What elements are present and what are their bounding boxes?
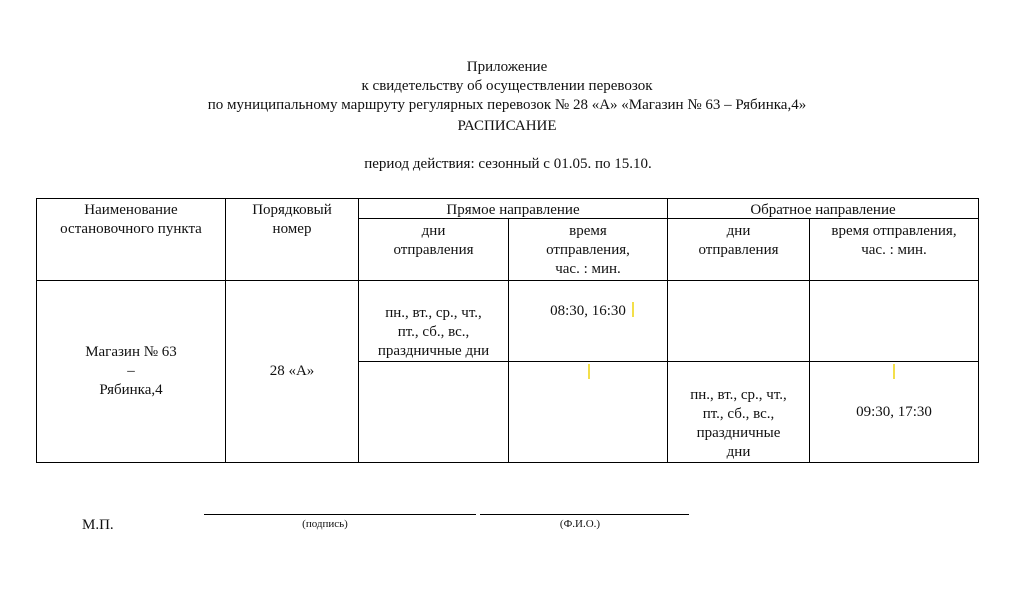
bwd-days-line3: праздничные bbox=[696, 425, 781, 441]
bwd-days-line1: пн., вт., ср., чт., bbox=[690, 387, 787, 403]
fwd-days-line3: праздничные дни bbox=[377, 343, 490, 359]
fwd-days-label-line2: отправления bbox=[393, 242, 474, 258]
order-number-cell: 28 «А» bbox=[269, 363, 315, 379]
bwd-days-label-line2: отправления bbox=[698, 242, 779, 258]
header-stop-line2: остановочного пункта bbox=[60, 221, 202, 237]
header-backward-direction: Обратное направление bbox=[750, 202, 896, 218]
table-border-top bbox=[36, 198, 979, 199]
signature-line bbox=[204, 514, 476, 515]
bwd-time-label-line1: время отправления, bbox=[831, 223, 957, 239]
header-forward-days bbox=[359, 222, 508, 260]
header-stop-name bbox=[37, 201, 225, 239]
stop-name-line2: Рябинка,4 bbox=[99, 382, 163, 398]
row-divider bbox=[358, 361, 979, 362]
header-order-line2: номер bbox=[272, 221, 312, 237]
bwd-days-label-line1: дни bbox=[726, 223, 751, 239]
fio-caption: (Ф.И.О.) bbox=[559, 518, 601, 530]
header-forward-direction: Прямое направление bbox=[446, 202, 580, 218]
backward-times-cell: 09:30, 17:30 bbox=[856, 404, 932, 420]
forward-times-cell: 08:30, 16:30 bbox=[550, 303, 626, 319]
backward-days-cell bbox=[668, 386, 809, 462]
stamp-label: М.П. bbox=[82, 517, 114, 533]
header-order-number bbox=[226, 201, 358, 239]
header-stop-line1: Наименование bbox=[84, 202, 178, 218]
table-border-right bbox=[978, 198, 979, 463]
fwd-time-label-line3: час. : мин. bbox=[555, 261, 621, 277]
bwd-time-label-line2: час. : мин. bbox=[861, 242, 927, 258]
bwd-days-line2: пт., сб., вс., bbox=[702, 406, 775, 422]
validity-period: период действия: сезонный с 01.05. по 15.10. bbox=[364, 156, 652, 172]
schedule-title: РАСПИСАНИЕ bbox=[457, 118, 557, 134]
fio-line bbox=[480, 514, 689, 515]
fwd-days-line1: пн., вт., ср., чт., bbox=[385, 305, 482, 321]
signature-caption: (подпись) bbox=[302, 518, 348, 530]
header-forward-time bbox=[509, 222, 667, 279]
route-subtitle: по муниципальному маршруту регулярных перевозок № 28 «А» «Магазин № 63 – Рябинка,4» bbox=[207, 97, 807, 113]
forward-days-cell bbox=[359, 304, 508, 361]
bwd-days-line4: дни bbox=[726, 444, 751, 460]
stop-name-cell bbox=[37, 343, 225, 400]
text-cursor-marker bbox=[893, 364, 895, 379]
fwd-days-label-line1: дни bbox=[421, 223, 446, 239]
fwd-days-line2: пт., сб., вс., bbox=[397, 324, 470, 340]
stop-name-dash: – bbox=[127, 363, 135, 379]
fwd-time-label-line1: время bbox=[569, 223, 607, 239]
text-cursor-marker bbox=[632, 302, 634, 317]
fwd-time-label-line2: отправления, bbox=[546, 242, 630, 258]
certificate-subtitle: к свидетельству об осуществлении перевозок bbox=[361, 78, 653, 94]
appendix-title: Приложение bbox=[466, 59, 548, 75]
stop-name-line1: Магазин № 63 bbox=[85, 344, 177, 360]
text-cursor-marker bbox=[588, 364, 590, 379]
header-order-line1: Порядковый bbox=[252, 202, 332, 218]
header-backward-days bbox=[668, 222, 809, 260]
header-backward-time bbox=[810, 222, 978, 260]
